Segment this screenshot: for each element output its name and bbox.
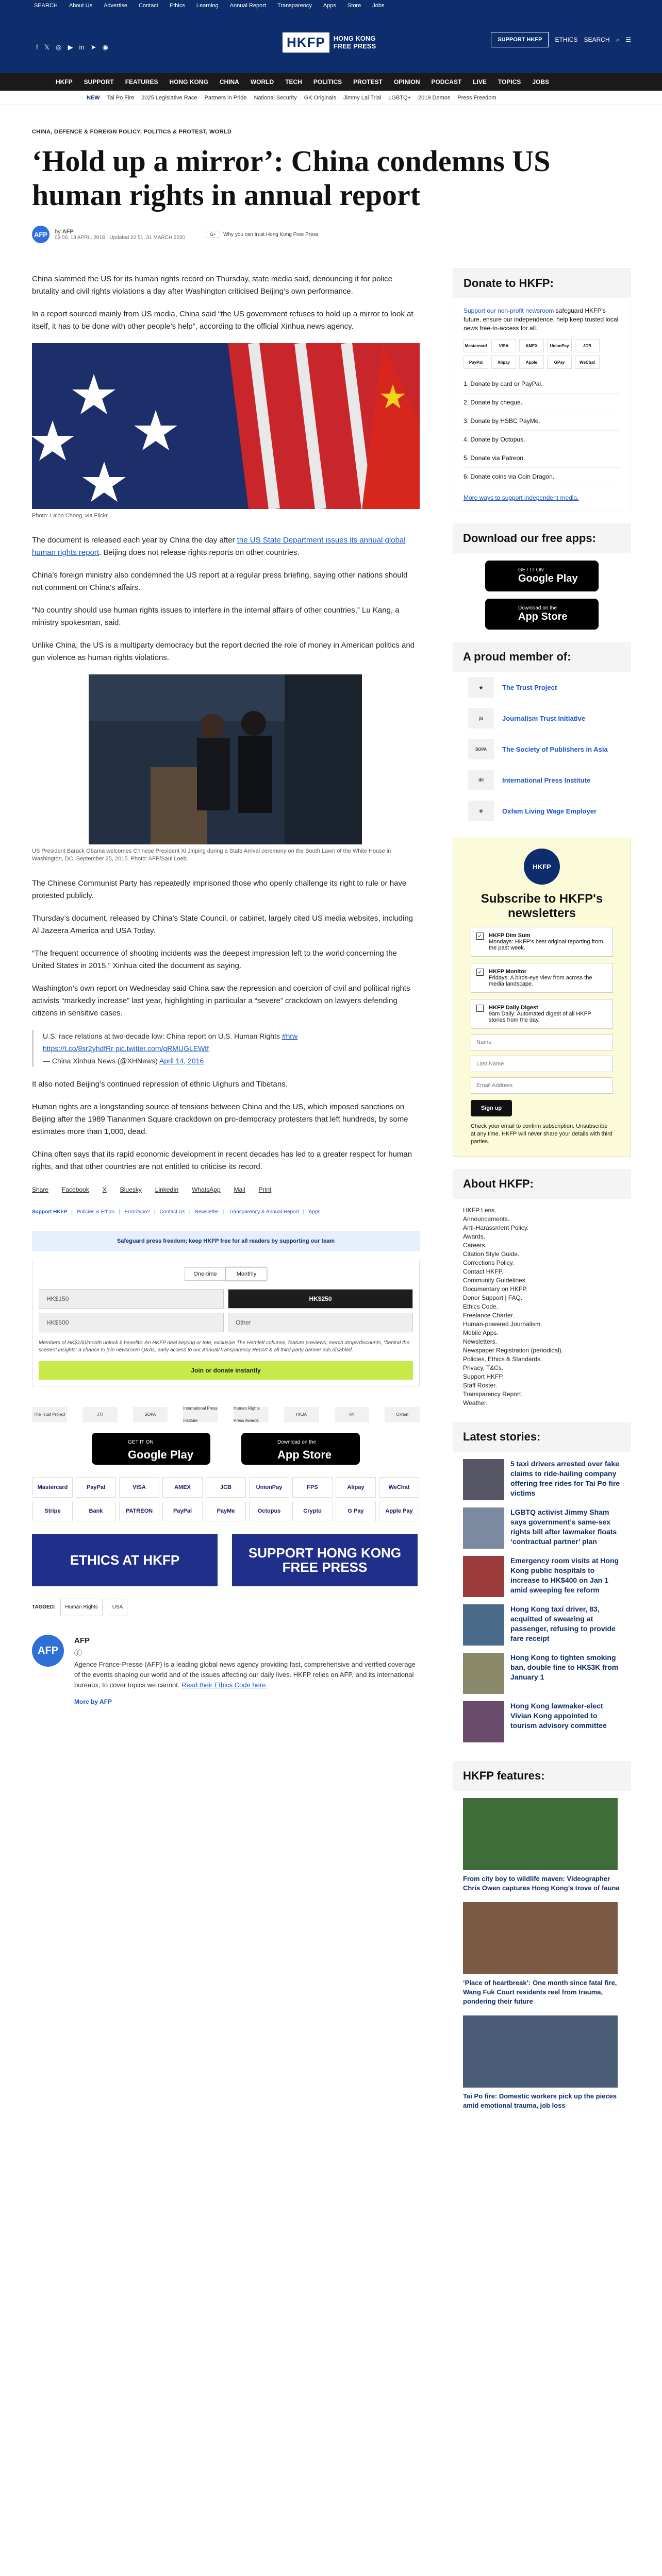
google-icon: G+	[206, 231, 220, 238]
ethics-code-link[interactable]: Read their Ethics Code here.	[181, 1681, 268, 1689]
nav-china[interactable]: CHINA	[219, 78, 239, 86]
latest-story[interactable]	[463, 1653, 621, 1694]
site-header	[0, 11, 662, 73]
member-item[interactable]	[453, 765, 631, 795]
trending-item[interactable]: Tai Po Fire	[107, 94, 135, 101]
article-title: ‘Hold up a mirror’: China condemns US human rights in annual report	[32, 144, 551, 212]
email-input[interactable]	[471, 1077, 613, 1094]
payment-icon: Alipay	[491, 355, 516, 369]
badge-small: GET IT ON	[518, 567, 544, 573]
trending-item[interactable]: National Security	[254, 94, 297, 101]
join-donate-button[interactable]: Join or donate instantly	[39, 1361, 413, 1380]
tweet-source: — China Xinhua News (@XHNews)	[43, 1057, 159, 1065]
utility-bar	[0, 0, 662, 11]
embedded-tweet	[32, 1030, 420, 1067]
member-logo: SOPA	[468, 739, 494, 759]
member-name: The Trust Project	[502, 683, 557, 691]
paragraph	[32, 534, 420, 559]
about-link[interactable]: Donor Support | FAQ.	[463, 1294, 523, 1301]
payment-logo[interactable]: Apple Pay	[379, 1501, 419, 1521]
author-facebook-icon[interactable]: ⓕ	[74, 1649, 82, 1657]
youtube-icon[interactable]: ▶	[68, 43, 73, 51]
flags-photo	[32, 343, 420, 509]
author-box	[32, 1635, 420, 1708]
payment-logo[interactable]: JCB	[206, 1477, 246, 1498]
member-logo: jti	[468, 708, 494, 728]
donate-option[interactable]: 3. Donate by HSBC PayMe.	[464, 412, 620, 431]
payment-logo[interactable]: Mastercard	[32, 1477, 73, 1498]
paragraph-text: The document is released each year by China the day after	[32, 536, 237, 545]
last-name-input[interactable]	[471, 1056, 613, 1072]
partner-logo[interactable]: The Trust Project	[32, 1407, 67, 1422]
paragraph: “No country should use human rights issues to interfere in the internal affairs of other countries,” Lu Kang, a ministry spokesman, said.	[32, 606, 400, 627]
sidebar-google-play-badge[interactable]	[485, 561, 599, 591]
tag-list	[32, 1599, 420, 1616]
utility-store[interactable]: Store	[347, 3, 361, 9]
ethics-link[interactable]: ETHICS	[555, 36, 578, 43]
article-header	[32, 129, 630, 243]
support-promo[interactable]: SUPPORT HONG KONG FREE PRESS	[232, 1534, 418, 1586]
logo-mark: HKFP	[283, 32, 329, 53]
payment-logo[interactable]: FPS	[292, 1477, 333, 1498]
utility-transparency[interactable]: Transparency	[277, 3, 312, 9]
newsletter-heading: Subscribe to HKFP's newsletters	[481, 892, 603, 920]
paragraph: China often says that its rapid economic development in recent decades has led to a greater respect for human rights, and that other countries are not entitled to criticise its record.	[32, 1150, 412, 1171]
payment-logo[interactable]: Bank	[76, 1501, 116, 1521]
tag[interactable]: USA	[108, 1599, 128, 1616]
newsletter-desc: Mondays: HKFP's best original reporting from the past week.	[489, 939, 603, 951]
checkbox[interactable]	[476, 1005, 484, 1012]
newsletter-option[interactable]	[471, 963, 613, 993]
nav-podcast[interactable]: PODCAST	[431, 78, 462, 86]
trending-item[interactable]: Press Freedom	[457, 94, 496, 101]
utility-ethics[interactable]: Ethics	[169, 3, 185, 9]
feature-image	[463, 1902, 618, 1974]
amount-option[interactable]: HK$150	[39, 1289, 224, 1309]
site-logo[interactable]	[283, 31, 378, 54]
latest-story[interactable]	[463, 1459, 621, 1500]
about-link[interactable]: Corrections Policy.	[463, 1259, 515, 1266]
trending-item[interactable]: GK Originals	[304, 94, 336, 101]
member-item[interactable]	[453, 703, 631, 734]
photo-caption: Photo: Laion Chong, via Flickr.	[32, 513, 109, 519]
payment-logo[interactable]: WeChat	[379, 1477, 419, 1498]
payment-methods	[32, 1477, 420, 1521]
story-thumbnail	[463, 1604, 504, 1646]
ethics-promo[interactable]: ETHICS AT HKFP	[32, 1534, 218, 1586]
donate-lead-link[interactable]: Support our non-profit newsroom	[464, 307, 554, 314]
features-heading: HKFP features:	[453, 1761, 631, 1791]
tweet-text: U.S. race relations at two-decade low: China report on U.S. Human Rights	[43, 1032, 282, 1040]
paragraph: China’s foreign ministry also condemned the US report at a regular press briefing, saying other nations should not comment on China’s affairs.	[32, 571, 408, 592]
payment-logo[interactable]: UnionPay	[249, 1477, 289, 1498]
member-name: The Society of Publishers in Asia	[502, 745, 608, 753]
about-link[interactable]: Documentary on HKFP.	[463, 1285, 528, 1293]
latest-story[interactable]	[463, 1507, 621, 1549]
partner-logos	[32, 1407, 420, 1422]
membership-note: Members of HK$150/month unlock 6 benefits: An HKFP deal keyring or tote, exclusive The Hamlett columns, feature previews, merch drops/discounts, “behind the scenes” insights; a chance to join newsroom Q&As, early access to our Annual/Transparency Report & all third-party banner ads disabled.	[39, 1340, 410, 1353]
newsletter-title: HKFP Monitor	[489, 969, 527, 975]
badge-title: App Store	[518, 611, 568, 622]
member-name: Journalism Trust Initiative	[502, 714, 586, 722]
member-logo: ◆	[468, 677, 494, 698]
payment-logo[interactable]: PATREON	[119, 1501, 159, 1521]
tab-monthly[interactable]: Monthly	[226, 1267, 267, 1281]
x-icon[interactable]: 𝕏	[44, 43, 50, 51]
newsletter-desc: Fridays: A birds-eye view from across the media landscape.	[489, 975, 592, 987]
author-box-avatar[interactable]: AFP	[32, 1635, 64, 1667]
newsletter-desc: 9am Daily: Automated digest of all HKFP stories from the day.	[489, 1011, 591, 1023]
tagged-label: TAGGED:	[32, 1604, 56, 1610]
latest-story[interactable]	[463, 1556, 621, 1597]
payment-logo[interactable]: PayPal	[162, 1501, 203, 1521]
paragraph: The Chinese Communist Party has repeatedly imprisoned those who openly challenge its right to rule or have protested publicly.	[32, 879, 407, 900]
trending-item[interactable]: LGBTQ+	[388, 94, 411, 101]
telegram-icon[interactable]: ➤	[90, 43, 96, 51]
payment-icon: PayPal	[464, 355, 488, 369]
partner-logo[interactable]: HKJA	[284, 1407, 319, 1422]
share-bar	[32, 1183, 420, 1196]
article-body	[32, 273, 420, 1708]
state-dept-report-link[interactable]: the US State Department issues its annual global human rights report	[32, 536, 406, 557]
about-link[interactable]: Human-powered Journalism.	[463, 1320, 542, 1328]
paragraph: Washington’s own report on Wednesday said China saw the repression and coercion of civil and political rights activists “markedly increase” last year, highlighting in particular a “severe” crackdown on lawyers defending citizens in sensitive cases.	[32, 984, 410, 1018]
about-link[interactable]: Policies, Ethics & Standards.	[463, 1355, 542, 1363]
tweet-link[interactable]: https://t.co/8sr2yhdfRr pic.twitter.com/qRMUGLEWtf	[43, 1044, 209, 1053]
about-link[interactable]: Newspaper Registration (periodical).	[463, 1347, 564, 1354]
donate-option[interactable]: 2. Donate by cheque.	[464, 394, 620, 412]
footer-link[interactable]: Transparency & Annual Report	[228, 1209, 299, 1215]
footer-link[interactable]: Error/typo?	[124, 1209, 150, 1215]
about-link[interactable]: Freelance Charter.	[463, 1312, 515, 1319]
byline-by: by	[55, 228, 61, 235]
donate-option[interactable]: 5. Donate via Patreon.	[464, 449, 620, 468]
share-facebook[interactable]: Facebook	[62, 1186, 89, 1193]
donate-text: safeguard HKFP’s future, ensure our independence, help keep trusted local news free-to-access for all.	[464, 307, 619, 332]
footer-link[interactable]: Apps	[308, 1209, 321, 1215]
payment-logo[interactable]: Octopus	[249, 1501, 289, 1521]
author-box-name[interactable]: AFP	[74, 1636, 90, 1645]
trust-link[interactable]	[206, 231, 319, 238]
badge-small: GET IT ON	[128, 1439, 154, 1445]
footer-link[interactable]: Policies & Ethics	[76, 1209, 115, 1215]
sign-up-button[interactable]: Sign up	[471, 1100, 512, 1116]
menu-icon[interactable]: ☰	[625, 36, 631, 43]
share-label: Share	[32, 1186, 49, 1193]
about-link[interactable]: Weather.	[463, 1399, 488, 1406]
nav-world[interactable]: WORLD	[250, 78, 274, 86]
story-thumbnail	[463, 1507, 504, 1549]
payment-logo[interactable]: PayMe	[206, 1501, 246, 1521]
rss-icon[interactable]: ◉	[102, 43, 108, 51]
logo-line-1: HONG KONG	[333, 35, 376, 42]
trending-bar	[0, 91, 662, 105]
safeguard-banner[interactable]: Safeguard press freedom; keep HKFP free for all readers by supporting our team	[32, 1231, 420, 1251]
more-ways-link[interactable]: More ways to support independent media.	[464, 494, 579, 501]
utility-annual-report[interactable]: Annual Report	[229, 3, 266, 9]
share-mail[interactable]: Mail	[234, 1186, 245, 1193]
story-thumbnail	[463, 1701, 504, 1742]
about-link[interactable]: Support HKFP.	[463, 1373, 504, 1380]
payment-icon: JCB	[575, 339, 600, 352]
story-thumbnail	[463, 1459, 504, 1500]
footer-link[interactable]: Contact Us	[159, 1209, 186, 1215]
trending-item[interactable]: Partners in Pride	[204, 94, 247, 101]
about-list	[453, 1199, 631, 1415]
badge-title: Google Play	[518, 573, 578, 584]
trending-item[interactable]: 2025 Legislative Race	[141, 94, 197, 101]
paragraph: It also noted Beijing’s continued repression of ethnic Uighurs and Tibetans.	[32, 1080, 288, 1089]
payment-logo[interactable]: G Pay	[336, 1501, 376, 1521]
latest-story[interactable]	[463, 1701, 621, 1742]
photo-caption: US President Barack Obama welcomes Chinese President Xi Jinping during a State Arrival ceremony on the South Lawn of the White House in Washington, DC, September 25, 2015. Photo: AFP/Saul Loeb.	[32, 848, 391, 862]
tab-one-time[interactable]: One-time	[185, 1267, 226, 1281]
google-play-badge[interactable]	[92, 1433, 210, 1465]
trending-label: NEW	[87, 94, 100, 101]
search-link[interactable]: SEARCH	[584, 36, 610, 43]
amount-option-selected[interactable]: HK$250	[228, 1289, 413, 1309]
article-dates: 09:00, 13 APRIL 2018 · Updated 22:51, 31 MARCH 2020	[55, 234, 186, 241]
feature-item[interactable]	[463, 2015, 621, 2110]
story-title: Hong Kong to tighten smoking ban, double fine to HK$3K from January 1	[510, 1653, 619, 1681]
partner-logo[interactable]: International Press Institute	[183, 1406, 218, 1423]
newsletter-option[interactable]	[471, 927, 613, 957]
feature-title: ‘Place of heartbreak’: One month since fatal fire, Wang Fuk Court residents reel from trauma, pondering their future	[463, 1979, 617, 2005]
story-title: 5 taxi drivers arrested over fake claims to ride-hailing company offering free rides for Tai Po fire victims	[510, 1460, 620, 1497]
sidebar-app-store-badge[interactable]	[485, 599, 599, 630]
member-item[interactable]	[453, 795, 631, 826]
feature-item[interactable]	[463, 1902, 621, 2006]
nav-topics[interactable]: TOPICS	[498, 78, 521, 86]
about-link[interactable]: Announcements.	[463, 1215, 510, 1223]
features-list	[453, 1791, 631, 2127]
nav-support[interactable]: SUPPORT	[84, 78, 114, 86]
about-link[interactable]: HKFP Lens.	[463, 1207, 496, 1214]
author-bio	[74, 1659, 420, 1690]
payment-icon: GPay	[547, 355, 572, 369]
partner-logo[interactable]: IPI	[335, 1407, 370, 1422]
nav-tech[interactable]: TECH	[285, 78, 302, 86]
app-store-badges	[32, 1433, 420, 1465]
member-logo: ✿	[468, 801, 494, 821]
utility-contact[interactable]: Contact	[138, 3, 158, 9]
newsletter-option[interactable]	[471, 999, 613, 1029]
hkfp-badge: HKFP	[524, 849, 560, 885]
payment-icon: UnionPay	[547, 339, 572, 352]
about-link[interactable]: Transparency Report.	[463, 1391, 523, 1398]
latest-heading: Latest stories:	[453, 1422, 631, 1452]
payment-logo[interactable]: Crypto	[292, 1501, 333, 1521]
nav-protest[interactable]: PROTEST	[353, 78, 383, 86]
newsletter-title: HKFP Dim Sum	[489, 933, 531, 939]
badge-small: Download on the	[277, 1439, 317, 1445]
story-thumbnail	[463, 1556, 504, 1597]
trending-item[interactable]: 2019 Demos	[418, 94, 451, 101]
footer-link[interactable]: Newsletter	[194, 1209, 219, 1215]
payment-icon: Mastercard	[464, 339, 488, 352]
newsletter-title: HKFP Daily Digest	[489, 1005, 538, 1011]
logo-line-2: FREE PRESS	[333, 42, 376, 50]
payment-icon: AMEX	[519, 339, 544, 352]
social-icons	[36, 43, 108, 52]
latest-story[interactable]	[463, 1604, 621, 1646]
checkbox-checked[interactable]: ✓	[476, 969, 484, 976]
payment-icon: Apple	[519, 355, 544, 369]
article-footer-links: Support HKFP | Policies & Ethics | Error/typo? | Contact Us | Newsletter | Transparency & Annual Report | Apps	[32, 1206, 420, 1218]
partner-logo[interactable]: Human Rights Press Awards	[234, 1407, 269, 1422]
share-print[interactable]: Print	[258, 1186, 272, 1193]
utility-apps[interactable]: Apps	[323, 3, 336, 9]
donate-heading: Donate to HKFP:	[453, 268, 631, 298]
payment-logo[interactable]: Stripe	[32, 1501, 73, 1521]
member-item[interactable]	[453, 734, 631, 765]
tweet-date[interactable]: April 14, 2016	[159, 1057, 204, 1065]
author-bio-text: HKFP relies on AFP, and its international bureaux, to cover topics we cannot.	[74, 1671, 414, 1689]
about-link[interactable]: Privacy, T&Cs.	[463, 1364, 504, 1371]
latest-list	[453, 1452, 631, 1757]
about-link[interactable]: Community Guidelines.	[463, 1277, 527, 1284]
support-hkfp-button[interactable]: SUPPORT HKFP	[491, 32, 549, 47]
donate-option[interactable]: 1. Donate by card or PayPal.	[464, 375, 620, 394]
about-link[interactable]: Staff Roster.	[463, 1382, 497, 1389]
about-link[interactable]: Careers.	[463, 1242, 487, 1249]
nav-opinion[interactable]: OPINION	[393, 78, 420, 86]
about-link[interactable]: Newsletters.	[463, 1338, 498, 1345]
nav-politics[interactable]: POLITICS	[313, 78, 342, 86]
paragraph: Thursday’s document, released by China’s State Council, or cabinet, largely cited US media websites, including Al Jazeera America and USA Today.	[32, 914, 413, 935]
member-name: Oxfam Living Wage Employer	[502, 807, 597, 815]
feature-title: From city boy to wildlife maven: Videographer Chris Owen captures Hong Kong’s trove of fauna	[463, 1875, 620, 1892]
payment-logo[interactable]: Alipay	[336, 1477, 376, 1498]
donate-option[interactable]: 4. Donate by Octopus.	[464, 431, 620, 449]
story-title: Hong Kong lawmaker-elect Vivian Kong appointed to tourism advisory committee	[510, 1702, 607, 1730]
footer-link[interactable]: Support HKFP	[32, 1209, 68, 1215]
payment-icon: VISA	[491, 339, 516, 352]
tag[interactable]: Human Rights	[60, 1599, 102, 1616]
paragraph: In a report sourced mainly from US media, China said “the US government refuses to hold up a mirror to look at itself, it has to be done with other people’s help”, according to the official Xinhua news agency.	[32, 310, 413, 331]
sidebar	[453, 268, 631, 2127]
author-avatar[interactable]: AFP	[32, 226, 49, 243]
instagram-icon[interactable]: ◎	[56, 43, 62, 51]
author-bio-text: Agence France-Presse (AFP) is a leading global news agency providing fast, comprehensive and verified coverage of the events shaping our world and of the issues affecting our daily lives.	[74, 1660, 416, 1679]
paragraph-text: . Beijing does not release rights reports on other countries.	[99, 548, 300, 557]
nav-hong-kong[interactable]: HONG KONG	[169, 78, 208, 86]
main-nav	[0, 73, 662, 91]
about-link[interactable]: Anti-Harassment Policy.	[463, 1224, 529, 1231]
about-link[interactable]: Mobile Apps.	[463, 1329, 499, 1336]
feature-image	[463, 2015, 618, 2088]
paragraph: China slammed the US for its human rights record on Thursday, state media said, denouncing it for police brutality and civil rights violations a day after Washington criticised Beijing’s own performance.	[32, 275, 392, 296]
nav-live[interactable]: LIVE	[473, 78, 487, 86]
badge-small: Download on the	[518, 605, 557, 611]
share-linkedin[interactable]: LinkedIn	[155, 1186, 179, 1193]
payment-logo[interactable]: AMEX	[162, 1477, 203, 1498]
about-link[interactable]: Citation Style Guide.	[463, 1250, 520, 1258]
nav-jobs[interactable]: JOBS	[532, 78, 549, 86]
badge-title: App Store	[277, 1448, 332, 1461]
more-by-author-link[interactable]: More by AFP	[74, 1698, 112, 1705]
author-name[interactable]: AFP	[62, 228, 74, 235]
payment-logo[interactable]: PayPal	[76, 1477, 116, 1498]
story-title: Hong Kong taxi driver, 83, acquitted of swearing at passenger, refusing to provide fare receipt	[510, 1605, 616, 1642]
feature-image	[463, 1798, 618, 1870]
partner-logo[interactable]: SOPA	[133, 1407, 168, 1422]
share-x[interactable]: X	[102, 1186, 107, 1193]
amount-other[interactable]: Other	[228, 1313, 413, 1332]
utility-about[interactable]: About Us	[69, 3, 93, 9]
byline	[32, 226, 630, 243]
share-whatsapp[interactable]: WhatsApp	[192, 1186, 221, 1193]
tweet-hashtag[interactable]: #hrw	[282, 1032, 298, 1040]
member-logo: IPI	[468, 770, 494, 790]
newsletter-signup	[453, 838, 631, 1157]
partner-logo[interactable]: JTI	[82, 1407, 118, 1422]
trust-link-label: Why you can trust Hong Kong Free Press	[223, 231, 319, 238]
amount-option[interactable]: HK$500	[39, 1313, 224, 1332]
paragraph: Unlike China, the US is a multiparty democracy but the report decried the role of money in American politics and gun violence as human rights violations.	[32, 641, 415, 662]
newsletter-fineprint: Check your email to confirm subscription. Unsubscribe at any time. HKFP will never share your details with third parties.	[471, 1123, 613, 1145]
payment-icon: WeChat	[575, 355, 600, 369]
paragraph: “The frequent occurrence of shooting incidents was the deepest impression left to the world concerning the United States in 2015,” Xinhua cited the document as saying.	[32, 949, 397, 970]
feature-title: Tai Po fire: Domestic workers pick up the pieces amid emotional trauma, job loss	[463, 2092, 617, 2109]
share-bluesky[interactable]: Bluesky	[120, 1186, 142, 1193]
obama-xi-photo	[89, 674, 362, 844]
feature-item[interactable]	[463, 1798, 621, 1893]
article-categories[interactable]: CHINA, DEFENCE & FOREIGN POLICY, POLITICS & PROTEST, WORLD	[32, 129, 232, 135]
search-icon[interactable]: ⌕	[616, 36, 620, 43]
partner-logo[interactable]: Oxfam	[385, 1407, 420, 1422]
checkbox-checked[interactable]: ✓	[476, 933, 484, 940]
about-link[interactable]: Awards.	[463, 1233, 486, 1240]
story-title: LGBTQ activist Jimmy Sham says government’s same-sex rights bill after lawmaker floats ‘contractual partner’ plan	[510, 1508, 617, 1546]
promo-banners	[32, 1534, 420, 1586]
linkedin-icon[interactable]: in	[79, 43, 85, 51]
payment-logo[interactable]: VISA	[119, 1477, 159, 1498]
app-store-badge[interactable]	[241, 1433, 360, 1465]
donate-widget	[32, 1261, 420, 1386]
story-thumbnail	[463, 1653, 504, 1694]
utility-jobs[interactable]: Jobs	[372, 3, 385, 9]
apps-heading: Download our free apps:	[453, 523, 631, 553]
about-link[interactable]: Contact HKFP.	[463, 1268, 504, 1275]
trending-item[interactable]: Jimmy Lai Trial	[343, 94, 382, 101]
about-heading: About HKFP:	[453, 1169, 631, 1199]
sidebar-payment-icons	[464, 339, 620, 369]
member-item[interactable]	[453, 672, 631, 703]
badge-title: Google Play	[128, 1448, 194, 1461]
nav-features[interactable]: FEATURES	[125, 78, 158, 86]
facebook-icon[interactable]: f	[36, 43, 38, 51]
member-name: International Press Institute	[502, 776, 591, 784]
utility-advertise[interactable]: Advertise	[104, 3, 127, 9]
utility-learning[interactable]: Learning	[196, 3, 219, 9]
donate-option[interactable]: 6. Donate coins via Coin Dragon.	[464, 468, 620, 486]
nav-hkfp[interactable]: HKFP	[56, 78, 73, 86]
utility-search[interactable]: SEARCH	[34, 3, 58, 9]
name-input[interactable]	[471, 1034, 613, 1050]
story-title: Emergency room visits at Hong Kong public hospitals to increase to HK$400 on Jan 1 amid sweeping fee reform	[510, 1556, 619, 1594]
paragraph: Human rights are a longstanding source of tensions between China and the US, which imposed sanctions on Beijing after the 1989 Tiananmen Square crackdown on pro-democracy protesters that left hundreds, by some estimates more than 1,000, dead.	[32, 1103, 408, 1136]
member-heading: A proud member of:	[453, 642, 631, 672]
about-link[interactable]: Ethics Code.	[463, 1303, 499, 1310]
